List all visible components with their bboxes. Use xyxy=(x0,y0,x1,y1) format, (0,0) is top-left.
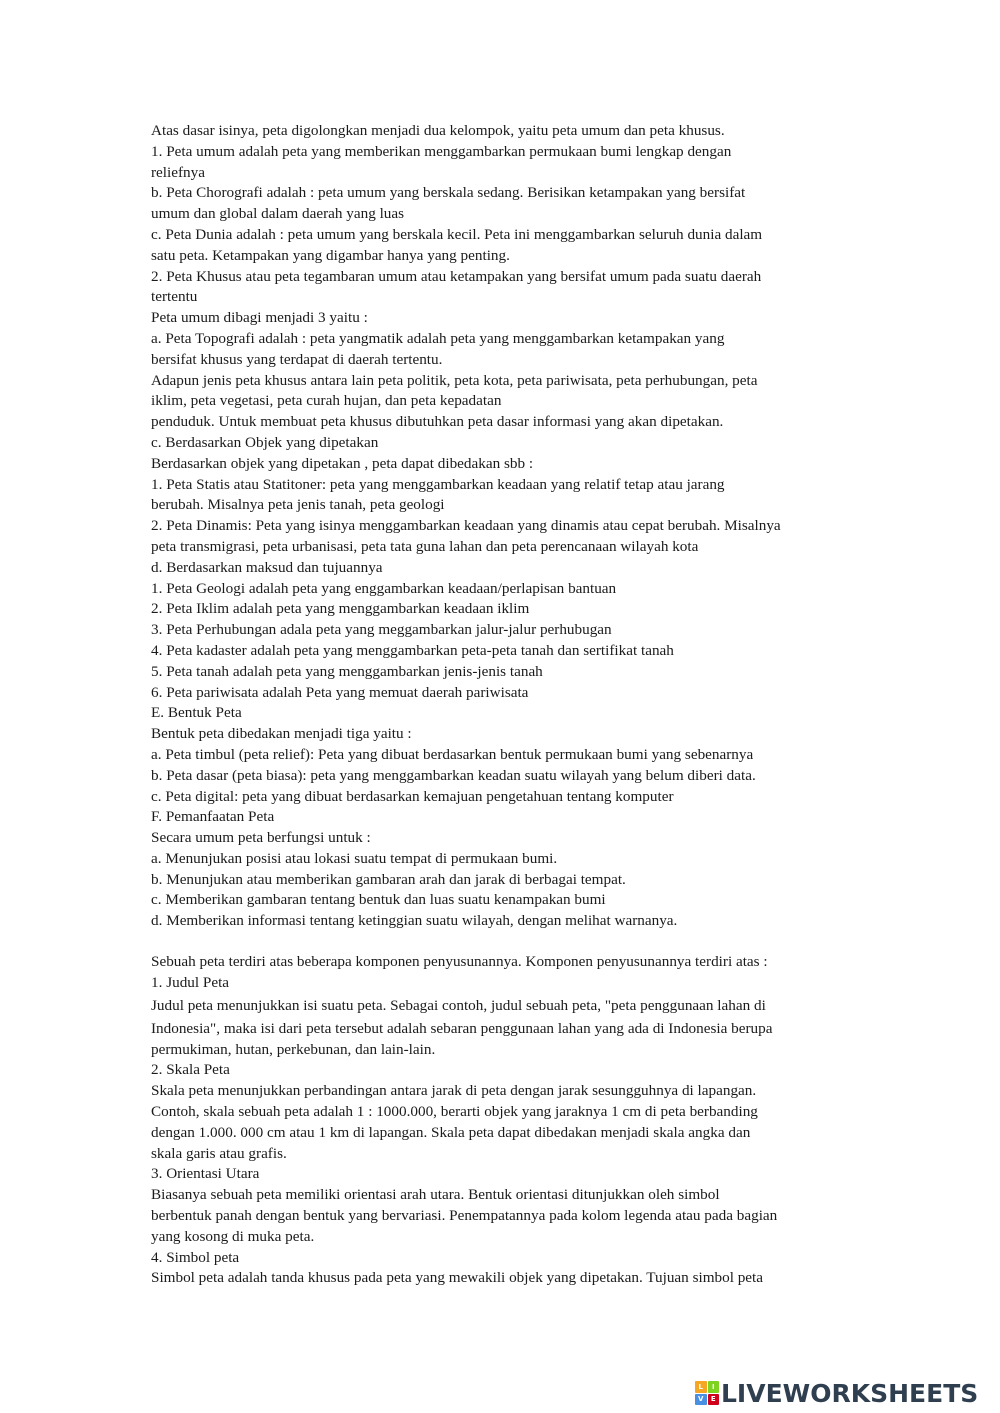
text-block-components xyxy=(151,1040,851,1290)
text-line: 3. Peta Perhubungan adala peta yang meggambarkan jalur-jalur perhubugan xyxy=(151,621,612,639)
logo-text: LIVEWORKSHEETS xyxy=(721,1378,979,1408)
text-line: d. Berdasarkan maksud dan tujuannya xyxy=(151,558,383,576)
text-line: a. Peta Topografi adalah : peta yangmatik adalah peta yang menggambarkan ketampakan yang xyxy=(151,329,725,347)
text-line: 2. Peta Dinamis: Peta yang isinya menggambarkan keadaan yang dinamis atau cepat berubah. Misalnya xyxy=(151,517,781,535)
text-line: c. Peta digital: peta yang dibuat berdasarkan kemajuan pengetahuan tentang komputer xyxy=(151,787,674,805)
text-line: Skala peta menunjukkan perbandingan antara jarak di peta dengan jarak sesungguhnya di lapangan. xyxy=(151,1082,757,1100)
text-line: bersifat khusus yang terdapat di daerah tertentu. xyxy=(151,350,443,368)
text-line: 2. Skala Peta xyxy=(151,1061,230,1079)
liveworksheets-mark-icon xyxy=(695,1381,719,1405)
text-line: satu peta. Ketampakan yang digambar hanya yang penting. xyxy=(151,246,510,264)
liveworksheets-logo xyxy=(695,1379,978,1407)
text-line: peta transmigrasi, peta urbanisasi, peta tata guna lahan dan peta perencanaan wilayah kota xyxy=(151,537,699,555)
text-line: b. Menunjukan atau memberikan gambaran arah dan jarak di berbagai tempat. xyxy=(151,870,626,888)
text-line: 4. Simbol peta xyxy=(151,1248,240,1266)
text-line: umum dan global dalam daerah yang luas xyxy=(151,205,405,223)
text-block-map-title xyxy=(151,994,851,1040)
text-line: Biasanya sebuah peta memiliki orientasi arah utara. Bentuk orientasi ditunjukkan oleh simbol xyxy=(151,1186,720,1204)
text-line: skala garis atau grafis. xyxy=(151,1144,287,1162)
text-line: a. Peta timbul (peta relief): Peta yang dibuat berdasarkan bentuk permukaan bumi yang sebenarnya xyxy=(151,745,754,763)
text-line: Sebuah peta terdiri atas beberapa komponen penyusunannya. Komponen penyusunannya terdiri atas : xyxy=(151,953,768,971)
paragraph-gap xyxy=(151,932,851,952)
text-line: 3. Orientasi Utara xyxy=(151,1165,260,1183)
logo-mark-cell: V xyxy=(695,1394,707,1406)
text-line: permukiman, hutan, perkebunan, dan lain-lain. xyxy=(151,1040,436,1058)
text-line: b. Peta Chorografi adalah : peta umum yang berskala sedang. Berisikan ketampakan yang bersifat xyxy=(151,184,746,202)
document-body xyxy=(151,121,851,1289)
text-line: berubah. Misalnya peta jenis tanah, peta geologi xyxy=(151,496,445,514)
text-line: dengan 1.000. 000 cm atau 1 km di lapangan. Skala peta dapat dibedakan menjadi skala angka dan xyxy=(151,1123,751,1141)
text-line: 5. Peta tanah adalah peta yang menggambarkan jenis-jenis tanah xyxy=(151,662,543,680)
text-line: c. Memberikan gambaran tentang bentuk dan luas suatu kenampakan bumi xyxy=(151,891,606,909)
text-line: 1. Peta Statis atau Statitoner: peta yang menggambarkan keadaan yang relatif tetap atau jarang xyxy=(151,475,725,493)
text-line: 2. Peta Khusus atau peta tegambaran umum atau ketampakan yang bersifat umum pada suatu daerah xyxy=(151,267,762,285)
text-line: Atas dasar isinya, peta digolongkan menjadi dua kelompok, yaitu peta umum dan peta khusus. xyxy=(151,122,725,139)
text-line: iklim, peta vegetasi, peta curah hujan, dan peta kepadatan xyxy=(151,392,502,410)
text-line: d. Memberikan informasi tentang ketinggian suatu wilayah, dengan melihat warnanya. xyxy=(151,912,678,930)
text-line: Simbol peta adalah tanda khusus pada peta yang mewakili objek yang dipetakan. Tujuan simbol peta xyxy=(151,1269,764,1287)
logo-mark-cell: L xyxy=(695,1381,707,1393)
text-line: Secara umum peta berfungsi untuk : xyxy=(151,829,371,847)
text-line: Indonesia", maka isi dari peta tersebut adalah sebaran penggunaan lahan yang ada di Indonesia berupa xyxy=(151,1019,773,1037)
text-line: Adapun jenis peta khusus antara lain peta politik, peta kota, peta pariwisata, peta perhubungan, peta xyxy=(151,371,758,389)
text-line: b. Peta dasar (peta biasa): peta yang menggambarkan keadan suatu wilayah yang belum diberi data. xyxy=(151,766,756,784)
text-line: 4. Peta kadaster adalah peta yang menggambarkan peta-peta tanah dan sertifikat tanah xyxy=(151,641,674,659)
text-line: 2. Peta Iklim adalah peta yang menggambarkan keadaan iklim xyxy=(151,600,530,618)
text-block-components-intro xyxy=(151,952,851,994)
logo-mark-cell: I xyxy=(708,1381,720,1393)
text-line: Bentuk peta dibedakan menjadi tiga yaitu : xyxy=(151,725,412,743)
text-line: berbentuk panah dengan bentuk yang bervariasi. Penempatannya pada kolom legenda atau pada bagian xyxy=(151,1207,778,1225)
text-line: E. Bentuk Peta xyxy=(151,704,242,722)
text-line: yang kosong di muka peta. xyxy=(151,1227,315,1245)
text-block-map-types xyxy=(151,121,851,932)
text-line: F. Pemanfaatan Peta xyxy=(151,808,275,826)
text-line: a. Menunjukan posisi atau lokasi suatu tempat di permukaan bumi. xyxy=(151,849,558,867)
text-line: tertentu xyxy=(151,288,198,306)
logo-mark-cell: E xyxy=(708,1394,720,1406)
text-line: Judul peta menunjukkan isi suatu peta. Sebagai contoh, judul sebuah peta, "peta penggunaan lahan di xyxy=(151,996,766,1014)
text-line: 1. Peta umum adalah peta yang memberikan menggambarkan permukaan bumi lengkap dengan xyxy=(151,142,732,160)
text-line: penduduk. Untuk membuat peta khusus dibutuhkan peta dasar informasi yang akan dipetakan. xyxy=(151,413,724,431)
text-line: Contoh, skala sebuah peta adalah 1 : 1000.000, berarti objek yang jaraknya 1 cm di peta berbanding xyxy=(151,1103,758,1121)
text-line: c. Peta Dunia adalah : peta umum yang berskala kecil. Peta ini menggambarkan seluruh dunia dalam xyxy=(151,225,763,243)
text-line: reliefnya xyxy=(151,163,205,181)
text-line: 6. Peta pariwisata adalah Peta yang memuat daerah pariwisata xyxy=(151,683,529,701)
text-line: c. Berdasarkan Objek yang dipetakan xyxy=(151,433,379,451)
text-line: Peta umum dibagi menjadi 3 yaitu : xyxy=(151,309,368,327)
text-line: 1. Peta Geologi adalah peta yang enggambarkan keadaan/perlapisan bantuan xyxy=(151,579,617,597)
text-line: 1. Judul Peta xyxy=(151,973,230,991)
text-line: Berdasarkan objek yang dipetakan , peta dapat dibedakan sbb : xyxy=(151,454,534,472)
